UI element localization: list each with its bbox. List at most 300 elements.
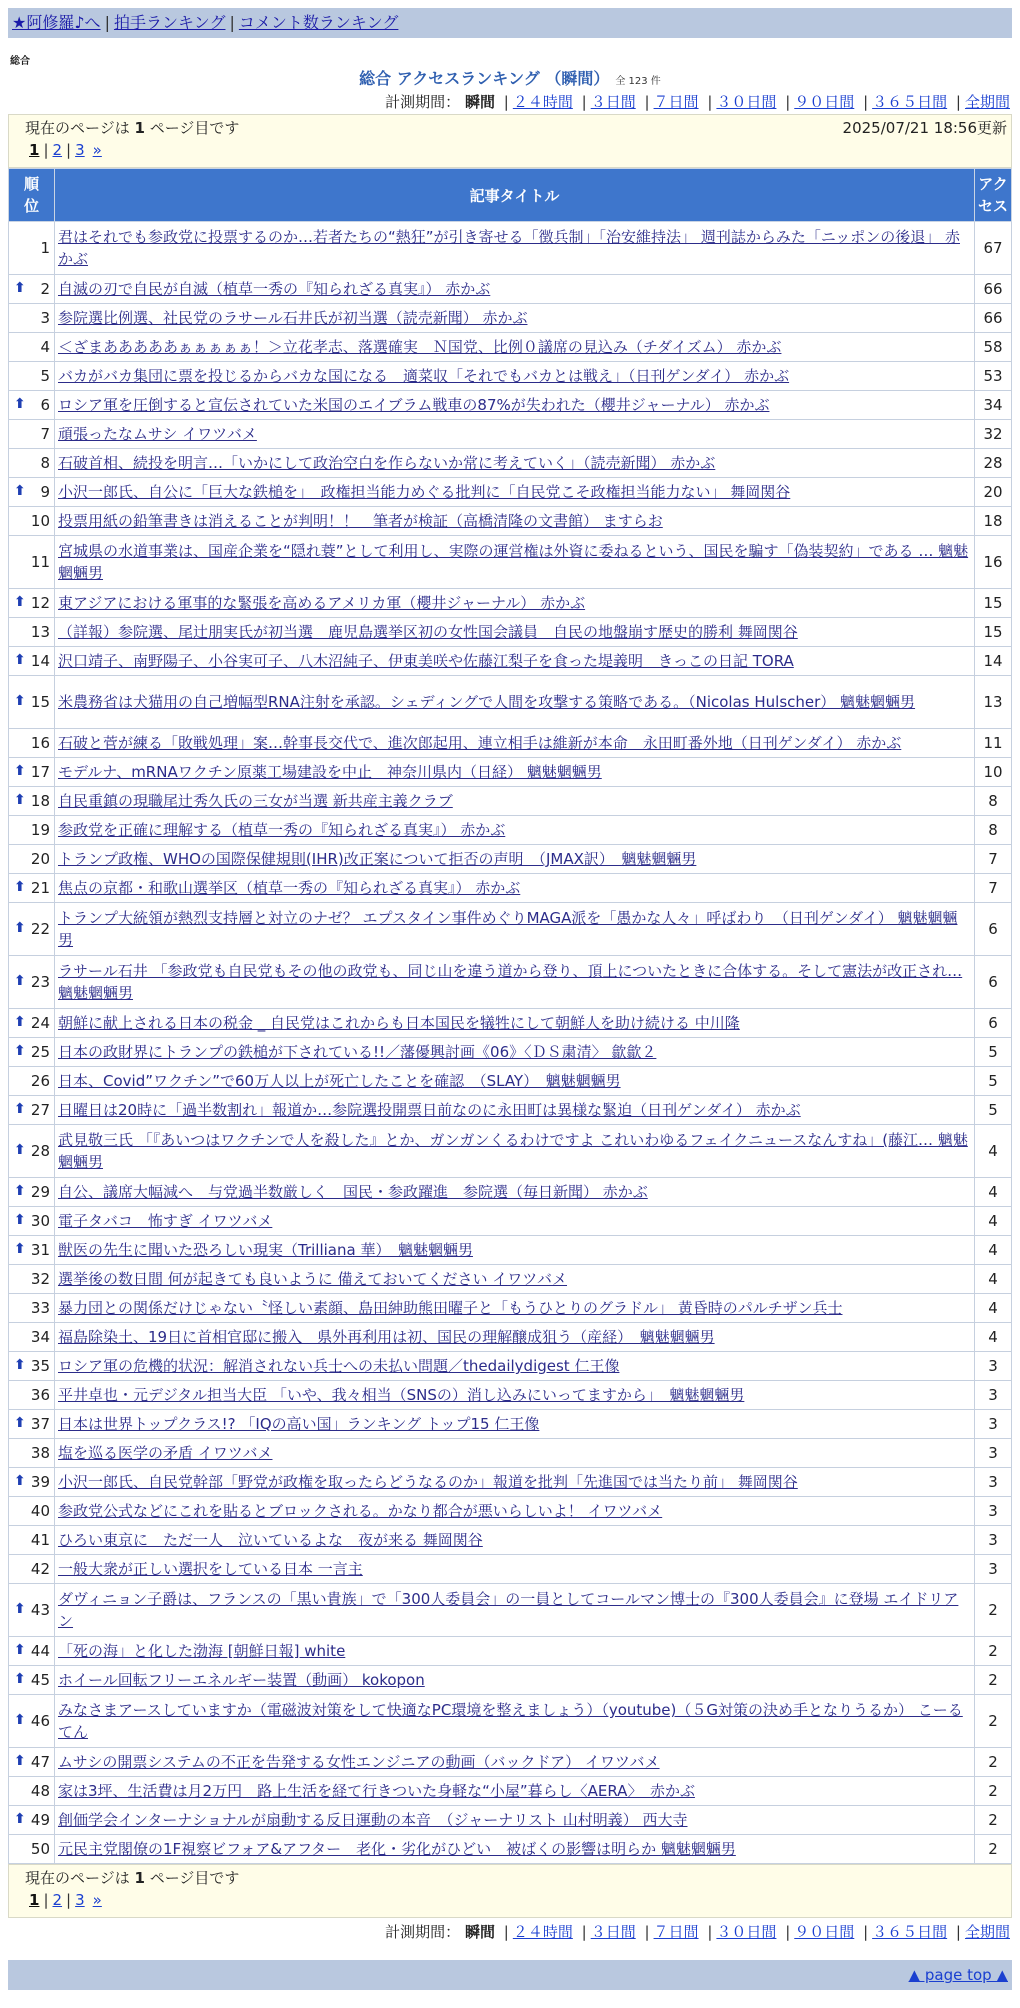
up-arrow-icon: ⬆ (14, 1357, 26, 1373)
up-arrow-icon: ⬆ (14, 1753, 26, 1769)
up-arrow-icon: ⬆ (14, 920, 26, 936)
table-row (9, 1236, 1012, 1265)
table-row (9, 478, 1012, 507)
title-cell (55, 536, 975, 589)
access-count: 8 (975, 787, 1012, 816)
table-row (9, 647, 1012, 676)
access-count: 5 (975, 1067, 1012, 1096)
up-arrow-icon: ⬆ (14, 280, 26, 296)
article-link[interactable]: 頑張ったなムサシ イワツバメ (58, 425, 257, 443)
rank-cell (9, 1777, 55, 1806)
access-count: 3 (975, 1468, 1012, 1497)
table-row (9, 589, 1012, 618)
rank-number: 7 (40, 425, 50, 443)
title-cell (55, 449, 975, 478)
article-link[interactable]: ラサール石井 「参政党も自民党もその他の政党も、同じ山を違う道から登り、頂上についたときに合体する。そして憲法が改正され… 魑魅魍魎男 (58, 962, 963, 1002)
period-link-all[interactable]: 全期間 (964, 93, 1010, 111)
access-count: 11 (975, 729, 1012, 758)
access-count: 15 (975, 618, 1012, 647)
rank-number: 41 (30, 1531, 50, 1549)
title-cell (55, 1125, 975, 1178)
table-row (9, 816, 1012, 845)
period-link-24h[interactable]: ２４時間 (512, 93, 573, 111)
article-link[interactable]: 東アジアにおける軍事的な緊張を高めるアメリカ軍（櫻井ジャーナル） 赤かぶ (58, 594, 586, 612)
access-count: 5 (975, 1096, 1012, 1125)
up-arrow-icon: ⬆ (14, 973, 26, 989)
page-link-2[interactable]: 2 (52, 141, 63, 159)
rank-cell (9, 478, 55, 507)
up-arrow-icon: ⬆ (14, 1183, 26, 1199)
current-page-text: 現在のページは 1 ページ目です (25, 119, 240, 137)
table-row (9, 845, 1012, 874)
access-count: 3 (975, 1526, 1012, 1555)
title-cell (55, 729, 975, 758)
article-link[interactable]: みなさまアースしていますか（電磁波対策をして快適なPC環境を整えましょう）（youtube)（５G対策の決め手となりうるか） こーるてん (58, 1701, 963, 1741)
table-row (9, 1352, 1012, 1381)
table-row (9, 1265, 1012, 1294)
table-row (9, 420, 1012, 449)
rank-cell (9, 1038, 55, 1067)
rank-cell (9, 1381, 55, 1410)
article-link[interactable]: 沢口靖子、南野陽子、小谷実可子、八木沼純子、伊東美咲や佐藤江梨子を食った堤義明 きっこの日記 TORA (58, 652, 794, 670)
nav-link-clap-ranking[interactable]: 拍手ランキング (113, 13, 226, 32)
rank-number: 13 (30, 623, 50, 641)
access-count: 3 (975, 1497, 1012, 1526)
title-cell (55, 1236, 975, 1265)
up-arrow-icon: ⬆ (14, 1043, 26, 1059)
table-row (9, 1695, 1012, 1748)
ranking-table-body (9, 222, 1012, 1864)
rank-number: 15 (30, 693, 50, 711)
rank-number: 36 (30, 1386, 50, 1404)
total-count: 全 123 件 (615, 76, 661, 87)
rank-number: 23 (30, 973, 50, 991)
article-link[interactable]: 獣医の先生に聞いた恐ろしい現実（Trilliana 華） 魑魅魍魎男 (58, 1241, 473, 1259)
rank-cell (9, 1125, 55, 1178)
access-count: 18 (975, 507, 1012, 536)
rank-cell (9, 1178, 55, 1207)
article-link[interactable]: 日本の政財界にトランプの鉄槌が下されている!!／藩優興討画《06》〈ＤＳ粛清〉 歙歙２ (58, 1043, 657, 1061)
table-row (9, 1497, 1012, 1526)
article-link[interactable]: 参政党公式などにこれを貼るとブロックされる。かなり都合が悪いらしいよ！ イワツバメ (58, 1502, 663, 1520)
title-cell (55, 391, 975, 420)
up-arrow-icon: ⬆ (14, 693, 26, 709)
col-header-rank-text: 順位 (23, 175, 39, 215)
article-link[interactable]: 日本は世界トップクラス!? 「IQの高い国」ランキング トップ15 仁王像 (58, 1415, 540, 1433)
rank-number: 25 (30, 1043, 50, 1061)
table-row (9, 1468, 1012, 1497)
article-link[interactable]: モデルナ、mRNAワクチン原薬工場建設を中止 神奈川県内（日経） 魑魅魍魎男 (58, 763, 602, 781)
article-link[interactable]: 平井卓也・元デジタル担当大臣 「いや、我々相当（SNSの）消し込みにいってますから」 魑魅魍魎男 (58, 1386, 745, 1404)
page-next-link[interactable]: » (92, 141, 102, 159)
rank-number: 22 (30, 920, 50, 938)
col-header-title: 記事タイトル (55, 169, 975, 222)
rank-number: 1 (40, 239, 50, 257)
rank-number: 26 (30, 1072, 50, 1090)
rank-cell (9, 1009, 55, 1038)
article-link[interactable]: 小沢一郎氏、自公に「巨大な鉄槌を」 政権担当能力めぐる批判に「自民党こそ政権担当能力ない」 舞岡関谷 (58, 483, 791, 501)
up-arrow-icon: ⬆ (14, 396, 26, 412)
rank-cell (9, 903, 55, 956)
access-count: 3 (975, 1352, 1012, 1381)
rank-number: 47 (30, 1753, 50, 1771)
table-row (9, 1410, 1012, 1439)
rank-cell (9, 618, 55, 647)
rank-cell (9, 536, 55, 589)
article-link[interactable]: 創価学会インターナショナルが扇動する反日運動の本音 （ジャーナリスト 山村明義） 西大寺 (58, 1811, 688, 1829)
rank-cell (9, 222, 55, 275)
rank-number: 46 (30, 1712, 50, 1730)
access-count: 32 (975, 420, 1012, 449)
title-cell (55, 222, 975, 275)
rank-number: 45 (30, 1671, 50, 1689)
table-row (9, 1666, 1012, 1695)
table-row (9, 1294, 1012, 1323)
article-link[interactable]: ひろい東京に ただ一人 泣いているよな 夜が来る 舞岡関谷 (58, 1531, 483, 1549)
page-link-1[interactable]: 1 (29, 1891, 40, 1909)
table-row (9, 729, 1012, 758)
nav-separator: | (229, 13, 235, 32)
table-row (9, 787, 1012, 816)
title-cell (55, 1038, 975, 1067)
title-cell (55, 1806, 975, 1835)
period-link-7d[interactable]: ７日間 (653, 93, 699, 111)
access-count: 2 (975, 1695, 1012, 1748)
article-link[interactable]: 元民主党閣僚の1F視察ビフォア&アフター 老化・劣化がひどい 被ばくの影響は明らか 魑魅魍魎男 (58, 1840, 736, 1858)
period-link-365d[interactable]: ３６５日間 (872, 1923, 948, 1941)
article-link[interactable]: ロシア軍を圧倒すると宣伝されていた米国のエイブラム戦車の87%が失われた（櫻井ジャーナル） 赤かぶ (58, 396, 770, 414)
access-count: 16 (975, 536, 1012, 589)
page-next-link[interactable]: » (92, 1891, 102, 1909)
page-link-2[interactable]: 2 (52, 1891, 63, 1909)
page-link-1[interactable]: 1 (29, 141, 40, 159)
ranking-heading (8, 68, 1012, 90)
title-cell (55, 1067, 975, 1096)
table-row (9, 536, 1012, 589)
up-arrow-icon: ⬆ (14, 763, 26, 779)
article-link[interactable]: 暴力団との関係だけじゃない〝怪しい素顔、島田紳助熊田曜子と「もうひとりのグラドル」 黄昏時のパルチザン兵士 (58, 1299, 843, 1317)
title-cell (55, 787, 975, 816)
access-count: 14 (975, 647, 1012, 676)
rank-number: 18 (30, 792, 50, 810)
article-link[interactable]: ホイール回転フリーエネルギー装置（動画） kokopon (58, 1671, 425, 1689)
table-row (9, 304, 1012, 333)
up-arrow-icon: ⬆ (14, 1642, 26, 1658)
up-arrow-icon: ⬆ (14, 594, 26, 610)
rank-number: 40 (30, 1502, 50, 1520)
article-link[interactable]: 参政党を正確に理解する（植草一秀の『知られざる真実』） 赤かぶ (58, 821, 506, 839)
rank-cell (9, 1439, 55, 1468)
article-link[interactable]: 塩を巡る医学の矛盾 イワツバメ (58, 1444, 273, 1462)
period-label: 計測期間： (385, 93, 461, 111)
title-cell (55, 478, 975, 507)
article-link[interactable]: 家は3坪、生活費は月2万円 路上生活を経て行きついた身軽な“小屋”暮らし〈AERA〉 赤かぶ (58, 1782, 695, 1800)
table-row (9, 903, 1012, 956)
period-link-all[interactable]: 全期間 (964, 1923, 1010, 1941)
rank-cell (9, 1096, 55, 1125)
article-link[interactable]: 投票用紙の鉛筆書きは消えることが判明！！ 筆者が検証（高橋清隆の文書館） ますらお (58, 512, 663, 530)
period-link-30d[interactable]: ３０日間 (716, 1923, 777, 1941)
title-cell (55, 1096, 975, 1125)
table-row (9, 1777, 1012, 1806)
article-link[interactable]: 「死の海」と化した渤海 [朝鮮日報] white (58, 1642, 346, 1660)
article-link[interactable]: 石破と菅が練る「敗戦処理」案…幹事長交代で、進次郎起用、連立相手は維新が本命 永田町番外地（日刊ゲンダイ） 赤かぶ (58, 734, 902, 752)
title-cell (55, 1352, 975, 1381)
access-count: 7 (975, 874, 1012, 903)
rank-number: 28 (30, 1142, 50, 1160)
ranking-table (8, 168, 1012, 1864)
title-cell (55, 676, 975, 729)
rank-number: 42 (30, 1560, 50, 1578)
table-row (9, 1178, 1012, 1207)
table-row (9, 676, 1012, 729)
table-row (9, 275, 1012, 304)
rank-cell (9, 1323, 55, 1352)
access-count: 58 (975, 333, 1012, 362)
rank-cell (9, 420, 55, 449)
up-arrow-icon: ⬆ (14, 1671, 26, 1687)
table-row (9, 1038, 1012, 1067)
rank-number: 6 (40, 396, 50, 414)
article-link[interactable]: ダヴィニョン子爵は、フランスの「黒い貴族」で「300人委員会」の一員としてコールマン博士の『300人委員会』に登場 エイドリアン (58, 1590, 959, 1630)
current-page-text: 現在のページは 1 ページ目です (25, 1869, 240, 1887)
article-link[interactable]: 参院選比例選、社民党のラサール石井氏が初当選（読売新聞） 赤かぶ (58, 309, 528, 327)
rank-cell (9, 1294, 55, 1323)
rank-number: 39 (30, 1473, 50, 1491)
title-cell (55, 618, 975, 647)
title-cell (55, 1526, 975, 1555)
title-cell (55, 874, 975, 903)
article-link[interactable]: ムサシの開票システムの不正を告発する女性エンジニアの動画（バックドア） イワツバメ (58, 1753, 660, 1771)
article-link[interactable]: 小沢一郎氏、自民党幹部「野党が政権を取ったらどうなるのか」報道を批判「先進国では当たり前」 舞岡関谷 (58, 1473, 798, 1491)
title-cell (55, 758, 975, 787)
title-cell (55, 956, 975, 1009)
access-count: 13 (975, 676, 1012, 729)
title-cell (55, 333, 975, 362)
article-link[interactable]: 福島除染土、19日に首相官邸に搬入 県外再利用は初、国民の理解醸成狙う（産経） 魑魅魍魎男 (58, 1328, 715, 1346)
col-header-access-text: アクセス (978, 175, 1009, 215)
rank-cell (9, 787, 55, 816)
access-count: 6 (975, 903, 1012, 956)
up-arrow-icon: ⬆ (14, 1473, 26, 1489)
rank-number: 29 (30, 1183, 50, 1201)
title-cell (55, 1410, 975, 1439)
article-link[interactable]: 石破首相、続投を明言…「いかにして政治空白を作らないか常に考えていく」（読売新聞） 赤かぶ (58, 454, 716, 472)
nav-link-comment-ranking[interactable]: コメント数ランキング (238, 13, 399, 32)
article-link[interactable]: 日曜日は20時に「過半数割れ」報道か…参院選投開票日前なのに永田町は異様な緊迫（日刊ゲンダイ） 赤かぶ (58, 1101, 801, 1119)
rank-cell (9, 1207, 55, 1236)
section-label: 総合 (10, 56, 30, 67)
rank-number: 12 (30, 594, 50, 612)
table-row (9, 1835, 1012, 1864)
title-cell (55, 304, 975, 333)
article-link[interactable]: 自公、議席大幅減へ 与党過半数厳しく 国民・参政躍進 参院選（毎日新聞） 赤かぶ (58, 1183, 648, 1201)
page-top-link[interactable]: ▲ page top ▲ (908, 1966, 1008, 1984)
access-count: 4 (975, 1323, 1012, 1352)
period-link-7d[interactable]: ７日間 (653, 1923, 699, 1941)
article-link[interactable]: 日本、Covid”ワクチン”で60万人以上が死亡したことを確認 （SLAY） 魑魅魍魎男 (58, 1072, 621, 1090)
title-cell (55, 1323, 975, 1352)
article-link[interactable]: 宮城県の水道事業は、国産企業を“隠れ蓑”として利用し、実際の運営権は外資に委ねるという、国民を騙す「偽装契約」である … 魑魅魍魎男 (58, 542, 969, 582)
title-cell (55, 589, 975, 618)
access-count: 28 (975, 449, 1012, 478)
article-link[interactable]: ＜ざまあああああぁぁぁぁぁ！＞立花孝志、落選確実 Ｎ国党、比例０議席の見込み（チダイズム） 赤かぶ (58, 338, 782, 356)
article-link[interactable]: トランプ政権、WHOの国際保健規則(IHR)改正案について拒否の声明 （JMAX訳） 魑魅魍魎男 (58, 850, 697, 868)
rank-cell (9, 1526, 55, 1555)
period-link-30d[interactable]: ３０日間 (716, 93, 777, 111)
table-row (9, 333, 1012, 362)
title-cell (55, 816, 975, 845)
rank-cell (9, 507, 55, 536)
table-row (9, 956, 1012, 1009)
article-link[interactable]: 選挙後の数日間 何が起きても良いように 備えておいてください イワツバメ (58, 1270, 568, 1288)
article-link[interactable]: トランプ大統領が熱烈支持層と対立のナゼ？ エプスタイン事件めぐりMAGA派を「愚かな人々」呼ばわり （日刊ゲンダイ） 魑魅魍魎男 (58, 909, 958, 949)
period-link-90d[interactable]: ９０日間 (794, 93, 855, 111)
rank-number: 48 (30, 1782, 50, 1800)
article-link[interactable]: 米農務省は犬猫用の自己増幅型RNA注射を承認。シェディングで人間を攻撃する策略である。（Nicolas Hulscher） 魑魅魍魎男 (58, 693, 916, 711)
table-row (9, 1637, 1012, 1666)
rank-cell (9, 956, 55, 1009)
access-count: 34 (975, 391, 1012, 420)
title-cell (55, 1555, 975, 1584)
title-cell (55, 275, 975, 304)
rank-number: 16 (30, 734, 50, 752)
access-count: 2 (975, 1584, 1012, 1637)
rank-number: 8 (40, 454, 50, 472)
pager-bottom (8, 1864, 1012, 1918)
article-link[interactable]: 自民重鎮の現職尾辻秀久氏の三女が当選 新共産主義クラブ (58, 792, 453, 810)
col-header-access (975, 169, 1012, 222)
article-link[interactable]: バカがバカ集団に票を投じるからバカな国になる 適菜収「それでもバカとは戦え」（日刊ゲンダイ） 赤かぶ (58, 367, 790, 385)
rank-cell (9, 845, 55, 874)
up-arrow-icon: ⬆ (14, 1415, 26, 1431)
table-row (9, 1067, 1012, 1096)
period-link-3d[interactable]: ３日間 (590, 1923, 636, 1941)
access-count: 10 (975, 758, 1012, 787)
access-count: 2 (975, 1666, 1012, 1695)
article-link[interactable]: 焦点の京都・和歌山選挙区（植草一秀の『知られざる真実』） 赤かぶ (58, 879, 521, 897)
table-row (9, 1125, 1012, 1178)
period-current: 瞬間 (464, 93, 495, 111)
rank-cell (9, 816, 55, 845)
access-count: 2 (975, 1777, 1012, 1806)
table-row (9, 1323, 1012, 1352)
title-cell (55, 1835, 975, 1864)
rank-cell (9, 449, 55, 478)
rank-cell (9, 1748, 55, 1777)
period-link-3d[interactable]: ３日間 (590, 93, 636, 111)
table-row (9, 507, 1012, 536)
access-count: 4 (975, 1265, 1012, 1294)
rank-number: 4 (40, 338, 50, 356)
rank-number: 49 (30, 1811, 50, 1829)
article-link[interactable]: ロシア軍の危機的状況：解消されない兵士への未払い問題／thedailydigest 仁王像 (58, 1357, 620, 1375)
access-count: 3 (975, 1439, 1012, 1468)
rank-cell (9, 1637, 55, 1666)
rank-number: 50 (30, 1840, 50, 1858)
rank-number: 33 (30, 1299, 50, 1317)
up-arrow-icon: ⬆ (14, 1712, 26, 1728)
page-link-3[interactable]: 3 (75, 141, 85, 159)
access-count: 2 (975, 1806, 1012, 1835)
title-cell (55, 1695, 975, 1748)
up-arrow-icon: ⬆ (14, 483, 26, 499)
period-link-24h[interactable]: ２４時間 (512, 1923, 573, 1941)
table-row (9, 1584, 1012, 1637)
rank-cell (9, 1666, 55, 1695)
up-arrow-icon: ⬆ (14, 1212, 26, 1228)
period-link-365d[interactable]: ３６５日間 (872, 93, 948, 111)
rank-number: 32 (30, 1270, 50, 1288)
table-row (9, 1009, 1012, 1038)
access-count: 4 (975, 1207, 1012, 1236)
title-cell (55, 647, 975, 676)
page (8, 0, 1012, 1990)
rank-number: 37 (30, 1415, 50, 1433)
period-link-90d[interactable]: ９０日間 (794, 1923, 855, 1941)
rank-number: 24 (30, 1014, 50, 1032)
article-link[interactable]: 朝鮮に献上される日本の税金 _ 自民党はこれからも日本国民を犠牲にして朝鮮人を助け続ける 中川隆 (58, 1014, 740, 1032)
rank-number: 20 (30, 850, 50, 868)
article-link[interactable]: 電子タバコ 怖すぎ イワツバメ (58, 1212, 273, 1230)
access-count: 53 (975, 362, 1012, 391)
col-header-rank (9, 169, 55, 222)
title-cell (55, 845, 975, 874)
title-cell (55, 1439, 975, 1468)
rank-number: 30 (30, 1212, 50, 1230)
rank-number: 2 (40, 280, 50, 298)
period-selector-bottom: 計測期間： 瞬間 | ２４時間 | ３日間 | ７日間 | ３０日間 | ９０日間 | ３６５日間 | 全期間 (385, 1923, 1010, 1941)
pagination: 1 | 2 | 3 » (29, 141, 102, 159)
pagination: 1 | 2 | 3 » (29, 1891, 102, 1909)
access-count: 4 (975, 1236, 1012, 1265)
article-link[interactable]: 自滅の刃で自民が自滅（植草一秀の『知られざる真実』） 赤かぶ (58, 280, 491, 298)
rank-number: 35 (30, 1357, 50, 1375)
nav-link-asyura[interactable]: ★阿修羅♪へ (12, 13, 101, 32)
access-count: 3 (975, 1555, 1012, 1584)
title-cell (55, 1207, 975, 1236)
rank-cell (9, 1265, 55, 1294)
article-link[interactable]: 一般大衆が正しい選択をしている日本 一言主 (58, 1560, 363, 1578)
access-count: 2 (975, 1748, 1012, 1777)
title-cell (55, 1637, 975, 1666)
article-link[interactable]: 武見敬三氏 「『あいつはワクチンで人を殺した』とか、ガンガンくるわけですよ これいわゆるフェイクニュースなんすね」(藤江… 魑魅魍魎男 (58, 1131, 968, 1171)
title-cell (55, 1294, 975, 1323)
rank-number: 19 (30, 821, 50, 839)
page-link-3[interactable]: 3 (75, 1891, 85, 1909)
rank-number: 5 (40, 367, 50, 385)
access-count: 6 (975, 956, 1012, 1009)
access-count: 4 (975, 1294, 1012, 1323)
rank-number: 14 (30, 652, 50, 670)
rank-number: 44 (30, 1642, 50, 1660)
title-cell (55, 1468, 975, 1497)
article-link[interactable]: 君はそれでも参政党に投票するのか…若者たちの“熱狂”が引き寄せる「徴兵制」「治安維持法」 週刊誌からみた「ニッポンの後退」 赤かぶ (58, 228, 960, 268)
rank-cell (9, 1584, 55, 1637)
table-row (9, 1748, 1012, 1777)
rank-cell (9, 1835, 55, 1864)
title-cell (55, 1265, 975, 1294)
title-cell (55, 1009, 975, 1038)
article-link[interactable]: （詳報）参院選、尾辻朋実氏が初当選 鹿児島選挙区初の女性国会議員 自民の地盤崩す歴史的勝利 舞岡関谷 (58, 623, 798, 641)
footer-bar (8, 1960, 1012, 1990)
table-row (9, 391, 1012, 420)
up-arrow-icon: ⬆ (14, 879, 26, 895)
period-label: 計測期間： (385, 1923, 461, 1941)
rank-cell (9, 362, 55, 391)
up-arrow-icon: ⬆ (14, 1241, 26, 1257)
rank-cell (9, 1236, 55, 1265)
